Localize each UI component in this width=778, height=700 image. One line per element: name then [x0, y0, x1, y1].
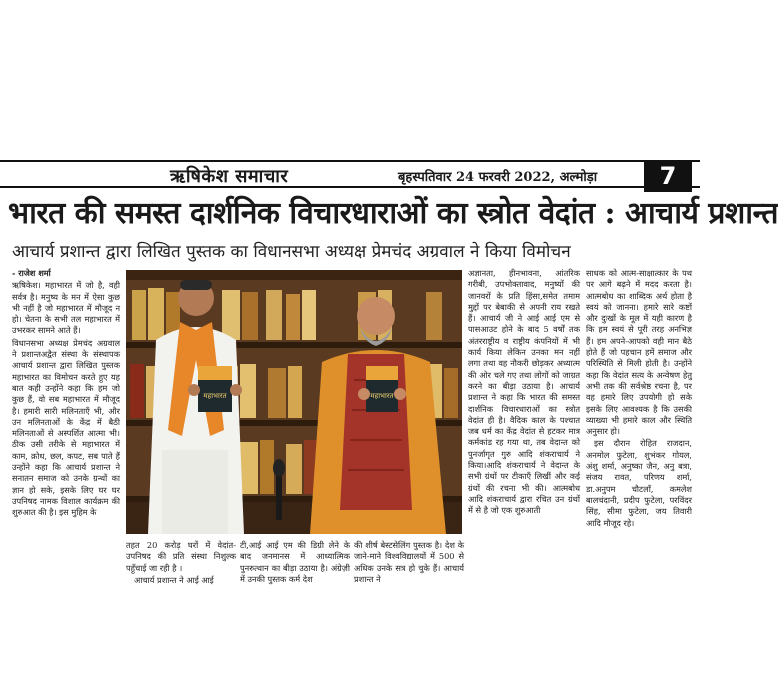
article-paragraph: तहत 20 करोड़ घरों में वेदांत-उपनिषद की प्रति संस्था निशुल्क पहुँचाई जा रही है ।	[126, 540, 236, 573]
subheadline: आचार्य प्रशान्त द्वारा लिखित पुस्तक का विधानसभा अध्यक्ष प्रेमचंद अग्रवाल ने किया विमोचन	[12, 242, 571, 262]
article-paragraph: इस दौरान रोहित राजदान, अनमोल फुटेला, शुभंकर गोयल, अंशु शर्मा, अनुष्का जैन, अनु बत्रा, संजय रावत, परिणय शर्मा, डा.अनुपम चौटलाँ, कमलेश बालचंदानी, प्रदीप फुटेला, परविंदर सिंह, सीमा फुटेला, जय तिवारी आदि मौजूद रहे।	[586, 438, 692, 528]
book-title-right: महाभारत	[370, 392, 394, 400]
masthead-date: बृहस्पतिवार 24 फरवरी 2022, अल्मोड़ा	[398, 170, 598, 185]
article-paragraph: की शीर्ष बेस्टसेलिंग पुस्तक है। देश के जाने-माने विश्वविद्यालयों में 500 से अधिक उनके सत्र हो चुके हैं। आचार्य प्रशान्त ने	[354, 540, 464, 584]
page-number: 7	[644, 160, 692, 192]
article-column-2	[126, 540, 236, 587]
masthead-title: ऋषिकेश समाचार	[170, 166, 289, 187]
masthead	[0, 160, 700, 188]
article-paragraph: टी,आई आई एम की डिग्री लेने के बाद जनमानस में आध्यात्मिक पुनरुत्थान का बीड़ा उठाया है। अंग्रेज़ी में उनकी पुस्तक कर्म देश	[240, 540, 350, 584]
article-column-1	[12, 268, 120, 520]
article-photo	[126, 270, 462, 534]
headline: भारत की समस्त दार्शनिक विचारधाराओं का स्त्रोत वेदांत : आचार्य प्रशान्त	[8, 196, 778, 231]
article-paragraph: विधानसभा अध्यक्ष प्रेमचंद अग्रवाल ने प्रशान्तअद्वैत संस्था के संस्थापक आचार्य प्रशान्त द्वारा लिखित पुस्तक महाभारत का विमोचन करते हुए यह बात कही उन्होंने कहा कि हम जो कुछ हैं, वो सब महाभारत में मौजूद है। हमारी सारी मलिनताएँ भी, और उन मलिनताओं के केंद्र में बैठी मलिनताओं से अस्पर्शित आत्मा भी। ठीक उसी तरीके से महाभारत में काम, क्रोध, छल, कपट, सब पाते हैं उन्होंने कहा कि आचार्य प्रशान्त ने सनातन समाज को उनके ग्रन्थों का ज्ञान हो सके, इसके लिए घर घर उपनिषद नामक विशाल कार्यक्रम की शुरुआत की है। इस मुहिम के	[12, 337, 120, 518]
bookshelf-photo-graphic	[126, 270, 462, 534]
article-paragraph: अज्ञानता, हीनभावना, आंतरिक गरीबी, उपभोक्तावाद, मनुष्यों की जानवरों के प्रति हिंसा,समेत तमाम मुद्दों पर बेबाकी से अपनी राय रखते हैं। आचार्य जी ने आई आई एम से पासआउट होने के बाद 5 वर्षों तक अंतरराष्ट्रीय व राष्ट्रीय कंपनियों में भी कार्य किया लेकिन उनका मन नहीं लगा तथा वह नौकरी छोड़कर अध्यात्म की ओर चले गए तथा लोगों को जाग्रत करने का बीड़ा उठाया है। आचार्य प्रशान्त ने कहा कि भारत की समस्त दार्शनिक विचारधाराओं का स्त्रोत वेदांत ही है। वैदिक काल के पश्चात जब धर्म का केंद्र वेदांत से हटकर मात्र कर्मकांड रह गया था, तब वेदान्त को पुनर्जागृत गुरु आदि शंकराचार्य ने किया।आदि शंकराचार्य ने वेदान्त के सभी ग्रंथों पर टीकाएँ लिखीं और कई ग्रंथों की रचना भी की। आत्मबोध आदि शंकराचार्य द्वारा रचित उन ग्रंथों में से है जो एक शुरुआती	[468, 268, 580, 516]
article-paragraph: आचार्य प्रशान्त ने आई आई	[134, 574, 214, 585]
article-column-3	[240, 540, 350, 586]
article-column-4	[354, 540, 464, 586]
article-paragraph: ऋषिकेश। महाभारत में जो है, वही सर्वत्र है। मनुष्य के मन में ऐसा कुछ भी नहीं है जो महाभारत में मौजूद न हो। चेतना के सभी तल महाभारत में उभरकर सामने आते हैं।	[12, 280, 120, 336]
book-title-left: महाभारत	[203, 392, 227, 400]
article-column-6	[586, 268, 692, 530]
article-column-5	[468, 268, 580, 518]
article-paragraph: साधक को आत्म-साक्षात्कार के पथ पर आगे बढ़ने में मदद करता है।आत्मबोध का शाब्दिक अर्थ होता है स्वयं को जानना। हमारे सारे कष्टों और दुःखों के मूल में यही कारण है कि हम स्वयं से पूरी तरह अनभिज्ञ हैं। हम अपने-आपको वही मान बैठे होते हैं जो पहचान हमें समाज और परिस्थिति से मिली होती है। उन्होंने कहा कि वेदांत सत्य के अन्वेषण हेतु अभी तक की सर्वश्रेष्ठ रचना है, पर वह हमारे लिए उपयोगी हो सके इसके लिए आवश्यक है कि उसकी व्याख्या भी हमारे काल और स्थिति अनुसार हो।	[586, 268, 692, 437]
byline: - राजेश शर्मा	[12, 268, 51, 278]
